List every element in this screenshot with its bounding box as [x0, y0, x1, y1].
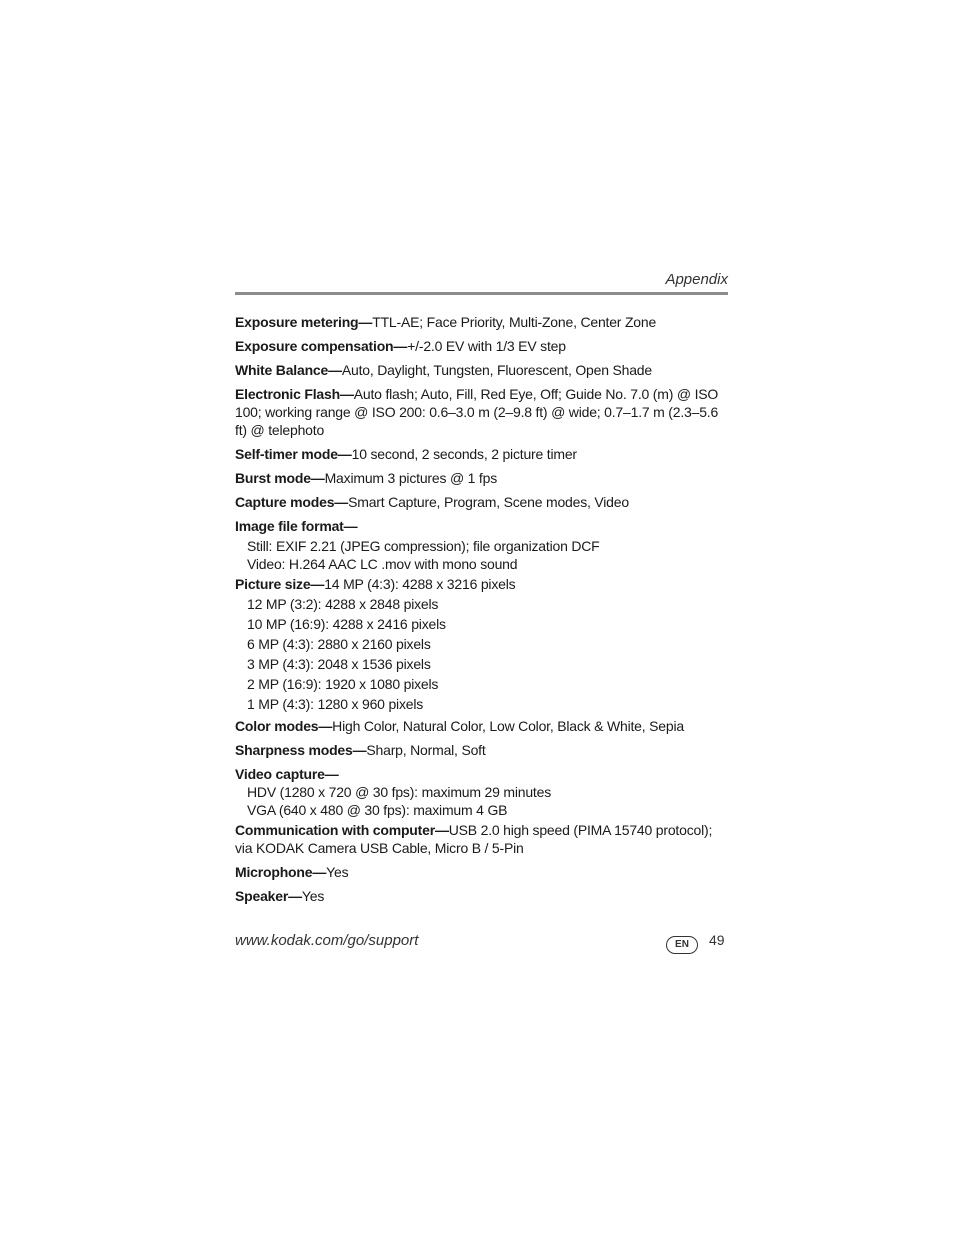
spec-label: Microphone—	[235, 864, 327, 880]
spec-color-modes	[235, 717, 728, 735]
spec-value: High Color, Natural Color, Low Color, Black & White, Sepia	[332, 718, 684, 734]
spec-label: Video capture—	[235, 766, 339, 782]
list-item: 1 MP (4:3): 1280 x 960 pixels	[247, 696, 424, 712]
spec-value: Auto flash; Auto, Fill, Red Eye, Off; Guide No. 7.0 (m) @ ISO 100; working range @ ISO 200: 0.6–3.0 m (2–9.8 ft) @ wide; 0.7–1.7 m (2.3–5.6 ft) @ telephoto	[235, 386, 719, 438]
spec-label: Electronic Flash—	[235, 386, 354, 402]
list-item: 2 MP (16:9): 1920 x 1080 pixels	[247, 676, 439, 692]
spec-value: 14 MP (4:3): 4288 x 3216 pixels	[324, 576, 516, 592]
spec-value: +/-2.0 EV with 1/3 EV step	[407, 338, 566, 354]
specifications-list	[235, 313, 728, 911]
spec-label: Exposure compensation—	[235, 338, 408, 354]
spec-microphone	[235, 863, 728, 881]
spec-label: Capture modes—	[235, 494, 349, 510]
spec-label: Image file format—	[235, 518, 358, 534]
list-item: 10 MP (16:9): 4288 x 2416 pixels	[247, 616, 446, 632]
spec-value: USB 2.0 high speed (PIMA 15740 protocol); via KODAK Camera USB Cable, Micro B / 5-Pin	[235, 822, 713, 856]
spec-value: Yes	[301, 888, 325, 904]
spec-picture-size	[235, 575, 728, 593]
picture-size-lines	[235, 595, 728, 713]
spec-exposure-compensation	[235, 337, 728, 355]
list-item: VGA (640 x 480 @ 30 fps): maximum 4 GB	[247, 802, 508, 818]
spec-white-balance	[235, 361, 728, 379]
spec-label: Color modes—	[235, 718, 333, 734]
support-url: www.kodak.com/go/support	[235, 932, 419, 949]
spec-value: Sharp, Normal, Soft	[366, 742, 486, 758]
list-item: 3 MP (4:3): 2048 x 1536 pixels	[247, 656, 431, 672]
list-item: 6 MP (4:3): 2880 x 2160 pixels	[247, 636, 431, 652]
spec-label: Communication with computer—	[235, 822, 449, 838]
image-file-format-lines	[235, 537, 728, 573]
spec-communication	[235, 821, 728, 857]
spec-label: Picture size—	[235, 576, 325, 592]
spec-label: Speaker—	[235, 888, 302, 904]
list-item: HDV (1280 x 720 @ 30 fps): maximum 29 minutes	[247, 784, 552, 800]
list-item: Video: H.264 AAC LC .mov with mono sound	[247, 556, 518, 572]
page-number: 49	[709, 932, 725, 948]
spec-label: Sharpness modes—	[235, 742, 367, 758]
spec-label: White Balance—	[235, 362, 342, 378]
spec-video-capture	[235, 765, 728, 783]
spec-value: Maximum 3 pictures @ 1 fps	[324, 470, 497, 486]
spec-value: Auto, Daylight, Tungsten, Fluorescent, Open Shade	[341, 362, 652, 378]
video-capture-lines	[235, 783, 728, 819]
spec-value: TTL-AE; Face Priority, Multi-Zone, Center Zone	[372, 314, 657, 330]
spec-value: Smart Capture, Program, Scene modes, Video	[348, 494, 629, 510]
spec-image-file-format	[235, 517, 728, 535]
spec-burst-mode	[235, 469, 728, 487]
spec-speaker	[235, 887, 728, 905]
spec-sharpness-modes	[235, 741, 728, 759]
list-item: 12 MP (3:2): 4288 x 2848 pixels	[247, 596, 439, 612]
list-item: Still: EXIF 2.21 (JPEG compression); file organization DCF	[247, 538, 600, 554]
spec-label: Burst mode—	[235, 470, 325, 486]
spec-label: Exposure metering—	[235, 314, 373, 330]
spec-electronic-flash	[235, 385, 728, 439]
spec-label: Self-timer mode—	[235, 446, 352, 462]
language-badge: EN	[666, 936, 698, 954]
section-title: Appendix	[665, 271, 728, 288]
header-divider	[235, 292, 728, 295]
spec-capture-modes	[235, 493, 728, 511]
spec-exposure-metering	[235, 313, 728, 331]
spec-self-timer-mode	[235, 445, 728, 463]
spec-value: Yes	[326, 864, 349, 880]
spec-value: 10 second, 2 seconds, 2 picture timer	[351, 446, 577, 462]
